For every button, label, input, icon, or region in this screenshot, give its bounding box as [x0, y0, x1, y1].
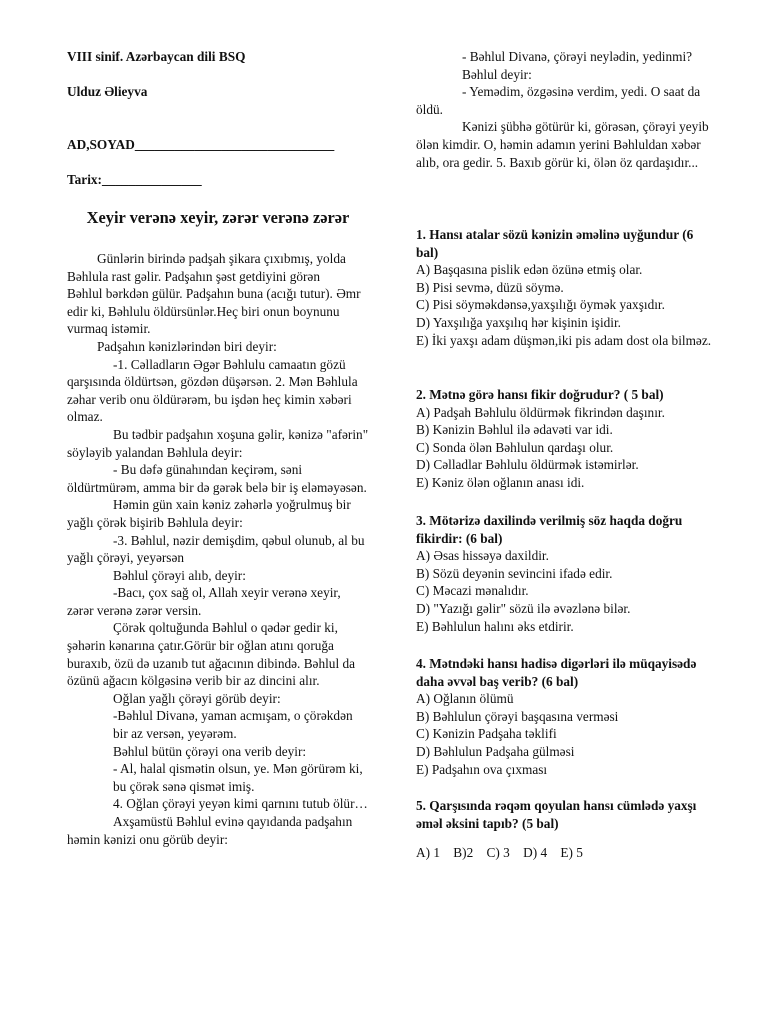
question-text: 2. Mətnə görə hansı fikir doğrudur? ( 5 bal) — [416, 387, 664, 402]
story-paragraph: Çörək qoltuğunda Bəhlul o qədər gedir ki, şəhərin kənarına çatır.Görür bir oğlan atını qoruğa buraxıb, özü də uzanıb tut ağacının dibində. Bəhlul da özünü ağacın kölgəsinə verib bir az dincini alır. — [67, 620, 356, 689]
answer-option: C) Məcazi mənalıdır. — [416, 583, 529, 599]
answer-option: E) Bəhlulun halını əks etdirir. — [416, 618, 574, 634]
answer-option: D) "Yazığı gəlir" sözü ilə əvəzlənə bilər. — [416, 600, 631, 616]
answer-option: A) Əsas hissəyə daxildir. — [416, 548, 549, 564]
answer-option: C) Kənizin Padşaha təklifi — [416, 726, 557, 742]
answer-option: E) İki yaxşı adam düşmən,iki pis adam dost ola bilməz. — [416, 332, 712, 348]
answer-option: D) Cəlladlar Bəhlulu öldürmək istəmirlər. — [416, 457, 639, 473]
question-2 — [416, 386, 718, 492]
answer-option: D) Yaxşılığa yaxşılıq hər kişinin işidir. — [416, 314, 621, 330]
author-name: Ulduz Əlieyva — [67, 84, 148, 99]
story-paragraph: - Al, halal qismətin olsun, ye. Mən görürəm ki, bu çörək sənə qismət imiş. — [113, 761, 363, 794]
answer-option: B) Sözü deyənin sevincini ifadə edir. — [416, 565, 613, 581]
story-paragraph: Bəhlul bərkdən gülür. Padşahın buna (acığı tutur). Əmr edir ki, Bəhlulu öldürsünlər.Heç biri onun boynunu vurmaq istəmir. — [67, 286, 361, 337]
answer-option: A) Padşah Bəhlulu öldürmək fikrindən daşınır. — [416, 404, 665, 420]
story-paragraph: Bəhlul bütün çörəyi ona verib deyir: — [113, 743, 307, 759]
answer-option: D) Bəhlulun Padşaha gülməsi — [416, 743, 575, 759]
story-text-right — [416, 48, 718, 171]
story-paragraph: 4. Oğlan çörəyi yeyən kimi qarnını tutub ölür… — [113, 796, 368, 812]
story-paragraph: Padşahın kənizlərindən biri deyir: — [97, 338, 277, 354]
answer-option: B) Pisi sevmə, düzü söymə. — [416, 279, 564, 295]
question-4 — [416, 655, 718, 778]
answer-option: C) Sonda ölən Bəhlulun qardaşı olur. — [416, 439, 614, 455]
answer-option: E) Padşahın ova çıxması — [416, 761, 548, 777]
question-1 — [416, 226, 718, 349]
story-paragraph: Günlərin birində padşah şikara çıxıbmış, yolda Bəhlula rast gəlir. Padşahın şəst getdiyini görən — [67, 251, 346, 284]
answer-option: B) Bəhlulun çörəyi başqasına verməsi — [416, 708, 619, 724]
story-paragraph: Kənizi şübhə götürür ki, görəsən, çörəyi yeyib ölən kimdir. O, həmin adamın yerini Bəhluldan xəbər alıb, ora gedir. 5. Baxıb görür ki, ölən öz qardaşıdır... — [416, 119, 709, 170]
class-line: VIII sinif. Azərbaycan dili BSQ — [67, 49, 246, 64]
story-paragraph: -3. Bəhlul, nəzir demişdim, qəbul olunub, al bu yağlı çörəyi, yeyərsən — [67, 532, 365, 566]
story-title: Xeyir verənə xeyir, zərər verənə zərər — [86, 208, 350, 227]
answer-options-row: A) 1 B)2 C) 3 D) 4 E) 5 — [416, 845, 583, 861]
answer-option: A) Oğlanın ölümü — [416, 691, 514, 707]
story-paragraph: -1. Cəlladların Əgər Bəhlulu camaatın gözü qarşısında öldürtsən, gözdən düşərsən. 2. Mən Bəhlula zəhar verib onu öldürərəm, bu işdən heç kimin xəbəri olmaz. — [67, 356, 358, 425]
story-paragraph: - Yemədim, özgəsinə verdim, yedi. O saat da öldü. — [416, 84, 701, 117]
answer-option: A) Başqasına pislik edən özünə etmiş olar. — [416, 262, 643, 278]
story-paragraph: - Bəhlul Divanə, çörəyi neylədin, yedinmi? — [462, 49, 693, 64]
answer-option: E) Kəniz ölən oğlanın anası idi. — [416, 474, 585, 490]
date-field: Tarix:_______________ — [67, 172, 202, 187]
story-paragraph: - Bu dəfə günahından keçirəm, səni öldürtmürəm, amma bir də gərək belə bir iş eləməyəsən. — [67, 462, 367, 495]
story-paragraph: Bəhlul çörəyi alıb, deyir: — [113, 567, 246, 583]
story-paragraph: Bəhlul deyir: — [462, 66, 532, 82]
question-3 — [416, 512, 718, 635]
question-5 — [416, 797, 718, 862]
story-paragraph: -Bəhlul Divanə, yaman acmışam, o çörəkdən bir az versən, yeyərəm. — [113, 708, 353, 742]
story-paragraph: Axşamüstü Bəhlul evinə qayıdanda padşahın həmin kənizi onu görüb deyir: — [67, 814, 353, 847]
answer-option: B) Kənizin Bəhlul ilə ədavəti var idi. — [416, 422, 613, 438]
story-text-left — [67, 250, 369, 848]
story-paragraph: Oğlan yağlı çörəyi görüb deyir: — [113, 690, 281, 706]
question-text: 3. Mötərizə daxilində verilmiş söz haqda doğru fikirdir: (6 bal) — [416, 513, 683, 546]
story-paragraph: Bu tədbir padşahın xoşuna gəlir, kənizə "afərin" söyləyib yalandan Bəhlula deyir: — [67, 426, 369, 460]
name-field: AD,SOYAD______________________________ — [67, 137, 335, 152]
story-paragraph: Həmin gün xain kəniz zəhərlə yoğrulmuş bir yağlı çörək bişirib Bəhlula deyir: — [67, 497, 351, 530]
answer-option: C) Pisi söyməkdənsə,yaxşılığı öymək yaxşıdır. — [416, 297, 665, 313]
question-text: 5. Qarşısında rəqəm qoyulan hansı cümlədə yaxşı əməl əksini tapıb? (5 bal) — [416, 798, 697, 831]
question-text: 4. Mətndəki hansı hadisə digərləri ilə müqayisədə daha əvvəl baş verib? (6 bal) — [416, 656, 697, 689]
question-text: 1. Hansı atalar sözü kənizin əməlinə uyğundur (6 bal) — [416, 227, 694, 260]
story-paragraph: -Bacı, çox sağ ol, Allah xeyir verənə xeyir, zərər verənə zərər versin. — [67, 585, 341, 618]
